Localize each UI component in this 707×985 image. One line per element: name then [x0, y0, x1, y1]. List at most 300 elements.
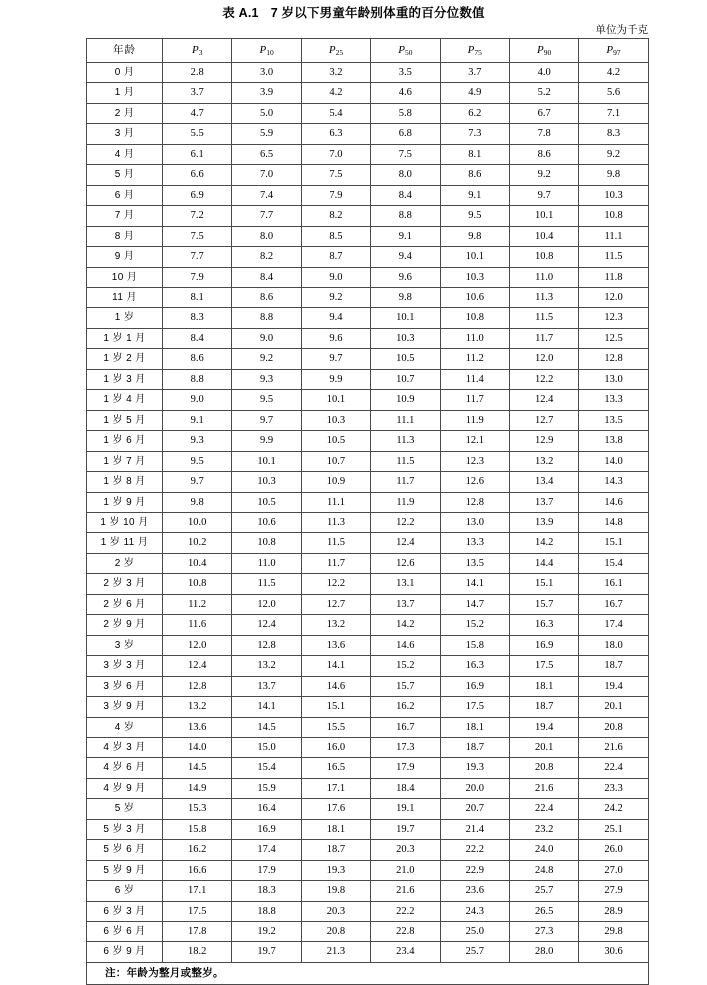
value-cell-p50: 11.3 — [371, 431, 440, 451]
percentile-subscript: 3 — [198, 48, 203, 57]
value-cell-p50: 13.7 — [371, 594, 440, 614]
value-cell-p75: 11.7 — [440, 390, 509, 410]
value-cell-p90: 16.9 — [509, 635, 578, 655]
value-cell-p25: 9.9 — [301, 369, 370, 389]
table-row — [87, 594, 649, 614]
value-cell-p75: 15.2 — [440, 615, 509, 635]
value-cell-p90: 20.8 — [509, 758, 578, 778]
value-cell-p50: 23.4 — [371, 942, 440, 962]
value-cell-p10: 13.7 — [232, 676, 301, 696]
percentile-subscript: 97 — [613, 48, 621, 57]
value-cell-p50: 11.7 — [371, 472, 440, 492]
value-cell-p90: 21.6 — [509, 778, 578, 798]
value-cell-p50: 8.0 — [371, 165, 440, 185]
value-cell-p50: 12.4 — [371, 533, 440, 553]
value-cell-p25: 15.1 — [301, 697, 370, 717]
value-cell-p50: 12.6 — [371, 553, 440, 573]
value-cell-p25: 11.1 — [301, 492, 370, 512]
age-cell: 6 岁 6 月 — [87, 922, 163, 942]
value-cell-p25: 4.2 — [301, 83, 370, 103]
value-cell-p97: 7.1 — [579, 103, 648, 123]
value-cell-p3: 15.8 — [163, 819, 232, 839]
value-cell-p97: 11.1 — [579, 226, 648, 246]
value-cell-p90: 28.0 — [509, 942, 578, 962]
value-cell-p10: 6.5 — [232, 144, 301, 164]
value-cell-p50: 12.2 — [371, 512, 440, 532]
value-cell-p25: 17.6 — [301, 799, 370, 819]
value-cell-p3: 3.7 — [163, 83, 232, 103]
value-cell-p50: 16.7 — [371, 717, 440, 737]
age-cell: 1 岁 6 月 — [87, 431, 163, 451]
value-cell-p3: 6.6 — [163, 165, 232, 185]
table-row — [87, 103, 649, 123]
value-cell-p90: 10.4 — [509, 226, 578, 246]
table-row — [87, 308, 649, 328]
value-cell-p97: 27.0 — [579, 860, 648, 880]
value-cell-p75: 18.7 — [440, 737, 509, 757]
value-cell-p50: 6.8 — [371, 124, 440, 144]
value-cell-p97: 24.2 — [579, 799, 648, 819]
table-row — [87, 942, 649, 962]
value-cell-p97: 13.8 — [579, 431, 648, 451]
value-cell-p50: 22.2 — [371, 901, 440, 921]
value-cell-p97: 14.0 — [579, 451, 648, 471]
age-cell: 1 岁 2 月 — [87, 349, 163, 369]
percentile-symbol: $P_3$ — [191, 44, 203, 57]
value-cell-p90: 10.8 — [509, 247, 578, 267]
age-cell: 2 月 — [87, 103, 163, 123]
value-cell-p3: 7.7 — [163, 247, 232, 267]
value-cell-p25: 18.7 — [301, 840, 370, 860]
value-cell-p3: 9.0 — [163, 390, 232, 410]
age-cell: 5 岁 — [87, 799, 163, 819]
value-cell-p97: 16.1 — [579, 574, 648, 594]
value-cell-p97: 26.0 — [579, 840, 648, 860]
value-cell-p3: 8.4 — [163, 328, 232, 348]
value-cell-p97: 20.8 — [579, 717, 648, 737]
table-row — [87, 635, 649, 655]
value-cell-p75: 9.1 — [440, 185, 509, 205]
value-cell-p97: 27.9 — [579, 881, 648, 901]
value-cell-p50: 15.2 — [371, 656, 440, 676]
value-cell-p75: 8.6 — [440, 165, 509, 185]
table-row — [87, 717, 649, 737]
value-cell-p10: 9.7 — [232, 410, 301, 430]
table-row — [87, 349, 649, 369]
value-cell-p90: 20.1 — [509, 737, 578, 757]
value-cell-p75: 25.7 — [440, 942, 509, 962]
value-cell-p10: 10.3 — [232, 472, 301, 492]
table-row — [87, 819, 649, 839]
value-cell-p90: 13.9 — [509, 512, 578, 532]
value-cell-p25: 7.9 — [301, 185, 370, 205]
table-row — [87, 472, 649, 492]
table-row — [87, 737, 649, 757]
value-cell-p3: 18.2 — [163, 942, 232, 962]
value-cell-p50: 14.2 — [371, 615, 440, 635]
value-cell-p50: 8.4 — [371, 185, 440, 205]
value-cell-p50: 18.4 — [371, 778, 440, 798]
value-cell-p10: 11.0 — [232, 553, 301, 573]
value-cell-p97: 15.1 — [579, 533, 648, 553]
value-cell-p3: 17.5 — [163, 901, 232, 921]
value-cell-p25: 15.5 — [301, 717, 370, 737]
value-cell-p3: 11.6 — [163, 615, 232, 635]
table-row — [87, 410, 649, 430]
value-cell-p50: 9.1 — [371, 226, 440, 246]
value-cell-p97: 30.6 — [579, 942, 648, 962]
age-cell: 4 岁 9 月 — [87, 778, 163, 798]
value-cell-p10: 14.5 — [232, 717, 301, 737]
value-cell-p90: 4.0 — [509, 63, 578, 83]
age-cell: 3 岁 9 月 — [87, 697, 163, 717]
age-cell: 4 月 — [87, 144, 163, 164]
value-cell-p97: 9.8 — [579, 165, 648, 185]
value-cell-p25: 19.3 — [301, 860, 370, 880]
value-cell-p90: 24.0 — [509, 840, 578, 860]
value-cell-p25: 9.7 — [301, 349, 370, 369]
value-cell-p10: 9.2 — [232, 349, 301, 369]
value-cell-p90: 12.0 — [509, 349, 578, 369]
value-cell-p3: 12.0 — [163, 635, 232, 655]
value-cell-p97: 10.8 — [579, 206, 648, 226]
value-cell-p3: 13.2 — [163, 697, 232, 717]
value-cell-p97: 16.7 — [579, 594, 648, 614]
value-cell-p3: 9.7 — [163, 472, 232, 492]
value-cell-p10: 17.9 — [232, 860, 301, 880]
value-cell-p97: 19.4 — [579, 676, 648, 696]
value-cell-p50: 9.8 — [371, 287, 440, 307]
value-cell-p90: 15.1 — [509, 574, 578, 594]
value-cell-p10: 18.3 — [232, 881, 301, 901]
value-cell-p90: 24.8 — [509, 860, 578, 880]
value-cell-p10: 8.8 — [232, 308, 301, 328]
age-cell: 1 岁 4 月 — [87, 390, 163, 410]
value-cell-p75: 11.2 — [440, 349, 509, 369]
value-cell-p90: 13.4 — [509, 472, 578, 492]
value-cell-p10: 9.9 — [232, 431, 301, 451]
value-cell-p75: 22.2 — [440, 840, 509, 860]
table-row — [87, 369, 649, 389]
value-cell-p75: 4.9 — [440, 83, 509, 103]
table-body — [87, 63, 649, 963]
table-row — [87, 83, 649, 103]
value-cell-p3: 16.2 — [163, 840, 232, 860]
column-header-p90 — [509, 39, 578, 63]
value-cell-p3: 5.5 — [163, 124, 232, 144]
unit-note: 单位为千克 — [595, 24, 648, 36]
table-row — [87, 553, 649, 573]
value-cell-p25: 6.3 — [301, 124, 370, 144]
value-cell-p3: 12.4 — [163, 656, 232, 676]
value-cell-p90: 14.4 — [509, 553, 578, 573]
value-cell-p3: 14.5 — [163, 758, 232, 778]
value-cell-p90: 13.2 — [509, 451, 578, 471]
value-cell-p75: 13.0 — [440, 512, 509, 532]
value-cell-p50: 9.4 — [371, 247, 440, 267]
value-cell-p97: 15.4 — [579, 553, 648, 573]
value-cell-p50: 10.7 — [371, 369, 440, 389]
value-cell-p75: 3.7 — [440, 63, 509, 83]
value-cell-p50: 5.8 — [371, 103, 440, 123]
table-row — [87, 615, 649, 635]
percentile-table — [86, 38, 649, 985]
value-cell-p75: 8.1 — [440, 144, 509, 164]
value-cell-p75: 24.3 — [440, 901, 509, 921]
value-cell-p10: 16.9 — [232, 819, 301, 839]
age-cell: 5 月 — [87, 165, 163, 185]
value-cell-p25: 10.9 — [301, 472, 370, 492]
value-cell-p25: 20.8 — [301, 922, 370, 942]
value-cell-p75: 14.7 — [440, 594, 509, 614]
value-cell-p90: 5.2 — [509, 83, 578, 103]
value-cell-p97: 11.8 — [579, 267, 648, 287]
value-cell-p97: 10.3 — [579, 185, 648, 205]
value-cell-p90: 18.7 — [509, 697, 578, 717]
table-row — [87, 206, 649, 226]
value-cell-p90: 26.5 — [509, 901, 578, 921]
table-title-text: 7 岁以下男童年龄别体重的百分位数值 — [270, 6, 485, 20]
value-cell-p3: 7.2 — [163, 206, 232, 226]
value-cell-p25: 3.2 — [301, 63, 370, 83]
value-cell-p97: 12.5 — [579, 328, 648, 348]
value-cell-p97: 28.9 — [579, 901, 648, 921]
table-row — [87, 901, 649, 921]
value-cell-p97: 17.4 — [579, 615, 648, 635]
value-cell-p10: 3.0 — [232, 63, 301, 83]
value-cell-p50: 10.3 — [371, 328, 440, 348]
column-header-p75 — [440, 39, 509, 63]
value-cell-p75: 15.8 — [440, 635, 509, 655]
value-cell-p75: 13.5 — [440, 553, 509, 573]
age-cell: 1 岁 — [87, 308, 163, 328]
value-cell-p3: 8.1 — [163, 287, 232, 307]
column-header-p50 — [371, 39, 440, 63]
value-cell-p50: 3.5 — [371, 63, 440, 83]
table-row — [87, 881, 649, 901]
value-cell-p10: 5.0 — [232, 103, 301, 123]
value-cell-p97: 22.4 — [579, 758, 648, 778]
value-cell-p25: 9.0 — [301, 267, 370, 287]
value-cell-p90: 16.3 — [509, 615, 578, 635]
value-cell-p75: 11.0 — [440, 328, 509, 348]
age-cell: 10 月 — [87, 267, 163, 287]
age-cell: 5 岁 3 月 — [87, 819, 163, 839]
value-cell-p97: 13.5 — [579, 410, 648, 430]
percentile-subscript: 75 — [474, 48, 482, 57]
value-cell-p3: 6.1 — [163, 144, 232, 164]
value-cell-p25: 10.1 — [301, 390, 370, 410]
value-cell-p25: 12.7 — [301, 594, 370, 614]
value-cell-p10: 10.8 — [232, 533, 301, 553]
value-cell-p97: 12.8 — [579, 349, 648, 369]
age-cell: 6 岁 — [87, 881, 163, 901]
age-cell: 1 月 — [87, 83, 163, 103]
value-cell-p3: 14.0 — [163, 737, 232, 757]
value-cell-p97: 14.3 — [579, 472, 648, 492]
value-cell-p3: 17.8 — [163, 922, 232, 942]
value-cell-p10: 7.7 — [232, 206, 301, 226]
value-cell-p90: 12.9 — [509, 431, 578, 451]
value-cell-p10: 9.0 — [232, 328, 301, 348]
value-cell-p25: 5.4 — [301, 103, 370, 123]
table-row — [87, 185, 649, 205]
age-cell: 5 岁 6 月 — [87, 840, 163, 860]
percentile-symbol: $P_{25}$ — [328, 44, 344, 57]
value-cell-p25: 18.1 — [301, 819, 370, 839]
value-cell-p10: 9.3 — [232, 369, 301, 389]
value-cell-p10: 15.4 — [232, 758, 301, 778]
value-cell-p50: 11.1 — [371, 410, 440, 430]
value-cell-p10: 15.0 — [232, 737, 301, 757]
table-head — [87, 39, 649, 63]
value-cell-p25: 7.0 — [301, 144, 370, 164]
value-cell-p75: 16.3 — [440, 656, 509, 676]
table-row — [87, 451, 649, 471]
age-cell: 1 岁 10 月 — [87, 512, 163, 532]
value-cell-p50: 19.7 — [371, 819, 440, 839]
value-cell-p3: 14.9 — [163, 778, 232, 798]
table-row — [87, 697, 649, 717]
value-cell-p3: 11.2 — [163, 594, 232, 614]
value-cell-p10: 10.6 — [232, 512, 301, 532]
value-cell-p10: 3.9 — [232, 83, 301, 103]
value-cell-p25: 21.3 — [301, 942, 370, 962]
table-row — [87, 922, 649, 942]
page-title — [0, 3, 707, 21]
value-cell-p3: 13.6 — [163, 717, 232, 737]
column-header-age: 年龄 — [87, 39, 163, 63]
value-cell-p10: 12.0 — [232, 594, 301, 614]
value-cell-p97: 18.0 — [579, 635, 648, 655]
value-cell-p50: 11.9 — [371, 492, 440, 512]
table-row — [87, 328, 649, 348]
value-cell-p90: 11.5 — [509, 308, 578, 328]
value-cell-p50: 9.6 — [371, 267, 440, 287]
age-cell: 6 岁 3 月 — [87, 901, 163, 921]
value-cell-p75: 10.1 — [440, 247, 509, 267]
value-cell-p10: 18.8 — [232, 901, 301, 921]
value-cell-p97: 12.3 — [579, 308, 648, 328]
age-cell: 3 岁 3 月 — [87, 656, 163, 676]
value-cell-p97: 12.0 — [579, 287, 648, 307]
value-cell-p10: 8.6 — [232, 287, 301, 307]
table-row — [87, 287, 649, 307]
value-cell-p50: 10.5 — [371, 349, 440, 369]
value-cell-p97: 13.3 — [579, 390, 648, 410]
value-cell-p50: 19.1 — [371, 799, 440, 819]
age-cell: 7 月 — [87, 206, 163, 226]
table-row — [87, 63, 649, 83]
value-cell-p10: 10.1 — [232, 451, 301, 471]
age-cell: 6 月 — [87, 185, 163, 205]
percentile-subscript: 25 — [335, 48, 344, 57]
value-cell-p25: 19.8 — [301, 881, 370, 901]
value-cell-p25: 20.3 — [301, 901, 370, 921]
value-cell-p90: 13.7 — [509, 492, 578, 512]
value-cell-p50: 14.6 — [371, 635, 440, 655]
value-cell-p90: 6.7 — [509, 103, 578, 123]
age-cell: 2 岁 6 月 — [87, 594, 163, 614]
age-cell: 2 岁 9 月 — [87, 615, 163, 635]
age-cell: 1 岁 11 月 — [87, 533, 163, 553]
table-row — [87, 165, 649, 185]
value-cell-p75: 9.8 — [440, 226, 509, 246]
value-cell-p97: 14.8 — [579, 512, 648, 532]
value-cell-p25: 10.3 — [301, 410, 370, 430]
value-cell-p97: 23.3 — [579, 778, 648, 798]
value-cell-p75: 10.3 — [440, 267, 509, 287]
percentile-symbol: $P_{10}$ — [259, 44, 274, 57]
value-cell-p90: 25.7 — [509, 881, 578, 901]
value-cell-p10: 8.0 — [232, 226, 301, 246]
value-cell-p97: 29.8 — [579, 922, 648, 942]
value-cell-p10: 10.5 — [232, 492, 301, 512]
percentile-table-container — [86, 38, 648, 985]
age-cell: 6 岁 9 月 — [87, 942, 163, 962]
value-cell-p25: 11.7 — [301, 553, 370, 573]
value-cell-p97: 11.5 — [579, 247, 648, 267]
column-header-p97 — [579, 39, 648, 63]
value-cell-p50: 13.1 — [371, 574, 440, 594]
value-cell-p25: 17.1 — [301, 778, 370, 798]
value-cell-p90: 14.2 — [509, 533, 578, 553]
age-cell: 4 岁 — [87, 717, 163, 737]
value-cell-p75: 9.5 — [440, 206, 509, 226]
value-cell-p90: 9.7 — [509, 185, 578, 205]
value-cell-p3: 7.9 — [163, 267, 232, 287]
value-cell-p25: 8.2 — [301, 206, 370, 226]
value-cell-p90: 27.3 — [509, 922, 578, 942]
value-cell-p25: 12.2 — [301, 574, 370, 594]
value-cell-p50: 11.5 — [371, 451, 440, 471]
value-cell-p90: 17.5 — [509, 656, 578, 676]
value-cell-p75: 12.3 — [440, 451, 509, 471]
percentile-subscript: 50 — [404, 48, 413, 57]
value-cell-p90: 10.1 — [509, 206, 578, 226]
value-cell-p75: 20.7 — [440, 799, 509, 819]
value-cell-p97: 8.3 — [579, 124, 648, 144]
column-header-p25 — [301, 39, 370, 63]
table-row — [87, 390, 649, 410]
value-cell-p50: 10.9 — [371, 390, 440, 410]
table-row — [87, 492, 649, 512]
value-cell-p3: 7.5 — [163, 226, 232, 246]
value-cell-p3: 16.6 — [163, 860, 232, 880]
table-header-row — [87, 39, 649, 63]
value-cell-p3: 8.8 — [163, 369, 232, 389]
value-cell-p90: 11.0 — [509, 267, 578, 287]
value-cell-p75: 7.3 — [440, 124, 509, 144]
value-cell-p75: 11.4 — [440, 369, 509, 389]
value-cell-p90: 9.2 — [509, 165, 578, 185]
table-row — [87, 860, 649, 880]
value-cell-p50: 22.8 — [371, 922, 440, 942]
value-cell-p75: 6.2 — [440, 103, 509, 123]
age-cell: 2 岁 3 月 — [87, 574, 163, 594]
value-cell-p75: 16.9 — [440, 676, 509, 696]
value-cell-p3: 2.8 — [163, 63, 232, 83]
value-cell-p10: 16.4 — [232, 799, 301, 819]
value-cell-p10: 19.2 — [232, 922, 301, 942]
table-row — [87, 512, 649, 532]
age-cell: 3 岁 6 月 — [87, 676, 163, 696]
value-cell-p25: 8.5 — [301, 226, 370, 246]
value-cell-p90: 7.8 — [509, 124, 578, 144]
value-cell-p10: 9.5 — [232, 390, 301, 410]
value-cell-p10: 19.7 — [232, 942, 301, 962]
value-cell-p10: 13.2 — [232, 656, 301, 676]
